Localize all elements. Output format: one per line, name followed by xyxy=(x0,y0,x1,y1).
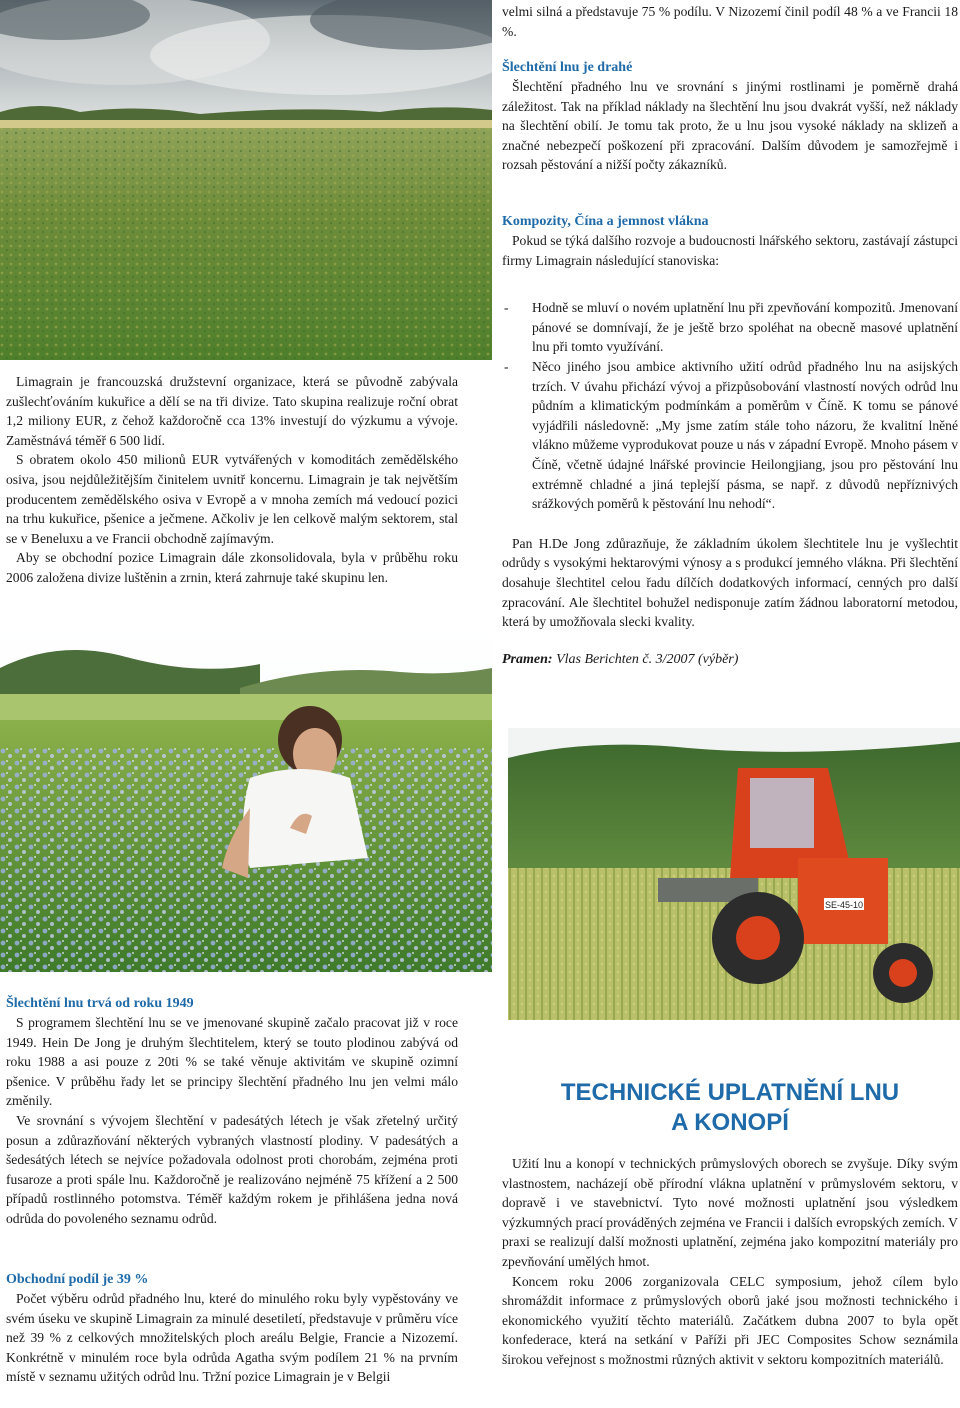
market-share-text: Počet výběru odrůd přadného lnu, které do minulého roku byly vypěstovány ve svém úseku ve skupině Limagrain za minulé desetiletí, představuje v průměru více než 39 % z celkových množitelských ploch areálu Belgie, Francie a Nizozemí. Konkrétně v minulém roce byla odrůda Agatha svým podílem 21 % na prvním místě v seznamu užitých odrůd lnu. Tržní pozice Limagrain je v Belgii xyxy=(6,1291,458,1385)
bullet-text: Něco jiného jsou ambice aktivního užití odrůd přadného lnu na asijských trzích. V úvahu přichází vývoj a přizpůsobování vlastností nových odrůd lnu půdním a klimatickým podmínkám a poměrům v Číně. K tomu se pánové vyjádřili následovně: „My jsme zatím stále toho názoru, že kvalitní lněné vlákno můžeme vyprodukovat pouze u nás v západní Evropě. Mnoho pásem v Číně, včetně údajné lnářské provincie Heilongjiang, jsou pro pěstování lnu extrémně chladné a jiná teplejší pásma, se např. z důvodů nepříznivých srážkových poměrů k pěstování lnu nehodí“. xyxy=(532,358,958,512)
continued-text: velmi silná a představuje 75 % podílu. V Nizozemí činil podíl 48 % a ve Francii 18 %. xyxy=(502,4,958,39)
market-share-heading: Obchodní podíl je 39 % xyxy=(6,1272,149,1287)
since-1949-heading: Šlechtění lnu trvá od roku 1949 xyxy=(6,996,194,1011)
since-1949-paragraph-1: S programem šlechtění lnu se ve jmenované skupině začalo pracovat již v roce 1949. Hein De Jong je druhým šlechtitelem, který se touto plodinou zabývá od roku 1988 a asi pouze z 20ti % se také věnuje aktivitám ve skupině ozimní pšenice. V průběhu řady let se principy šlechtění přadného lnu jen velmi málo změnily. xyxy=(6,1015,458,1109)
breeding-cost-section xyxy=(502,58,958,175)
tractor-photo xyxy=(508,728,960,1020)
right-top-text xyxy=(502,2,958,41)
limagrain-paragraph-2: S obratem okolo 450 milionů EUR vytvářených v komoditách zemědělského osiva, jsou nejdůležitějším činitelem uvnitř koncernu. Limagrain je tak největším producentem zemědělského osiva v Evropě a v mnoha zemích má vedoucí pozici na trhu kukuřice, pšenice a ječmene. Ačkoliv je len celkově malým sektorem, stal se v Beneluxu a ve Francii obchodně zajímavým. xyxy=(6,452,458,546)
source-line xyxy=(502,652,958,668)
woman-in-flax-photo xyxy=(0,628,492,972)
source-label: Pramen: xyxy=(502,651,553,667)
since-1949-section xyxy=(6,994,458,1229)
composites-section xyxy=(502,212,958,668)
breeding-cost-heading: Šlechtění lnu je drahé xyxy=(502,60,633,75)
limagrain-text-block xyxy=(6,372,458,588)
technical-use-section xyxy=(502,1078,958,1370)
breeding-cost-text: Šlechtění přadného lnu ve srovnání s jinými rostlinami je poměrně drahá záležitost. Tak na příklad náklady na šlechtění lnu jsou dvakrát vyšší, než náklady na šlechtění obilí. Je tomu tak proto, že u lnu jsou vysoké náklady na sklizeň a značné nebezpečí poškození při zpracování. Dalším důvodem je samozřejmě i rozsah pěstování a nižší počty zákazníků. xyxy=(502,79,958,173)
limagrain-paragraph-1: Limagrain je francouzská družstevní organizace, která se původně zabývala zušlechťováním kukuřice a dělí se na tři divize. Tato skupina realizuje roční obrat 1,2 miliony EUR, z čehož každoročně cca 13% investují do výzkumu a vývoje. Zaměstnává téměř 6 500 lidí. xyxy=(6,374,458,448)
technical-use-paragraph-2: Koncem roku 2006 zorganizovala CELC symposium, jehož cílem bylo shromáždit informace z průmyslových oborů jaké jsou možnosti technického i ekonomického využití těchto materiálů. Začátkem dubna 2007 to byla opět konfederace, která na setkání v Paříži při JEC Composites Schow seznámila širokou veřejnost s možnostmi různých aktivit v sektoru kompozitních materiálů. xyxy=(502,1273,958,1367)
bullet-dash: - xyxy=(504,358,509,374)
tractor-plate: SE-45-10 xyxy=(824,900,864,910)
composites-closing: Pan H.De Jong zdůrazňuje, že základním úkolem šlechtitele lnu je vyšlechtit odrůdy s vysokými hektarovými výnosy a s produkcí jemného vlákna. Při šlechtění dosahuje šlechtitel celou řadu dílčích dodatkových informací, cenných pro další zpracování. Ale šlechtitel bohužel nedisponuje zatím žádnou laboratorní metodou, která by umožňovala slecki kvality. xyxy=(502,535,958,630)
market-share-section xyxy=(6,1270,458,1387)
composites-heading: Kompozity, Čína a jemnost vlákna xyxy=(502,214,709,229)
bullet-text: Hodně se mluví o novém uplatnění lnu při zpevňování kompozitů. Jmenovaní pánové se domnívají, že je ještě brzo spoléhat na obecně masové uplatnění lnu při tomto využívání. xyxy=(532,300,958,355)
flax-field-photo xyxy=(0,0,492,360)
limagrain-paragraph-3: Aby se obchodní pozice Limagrain dále zkonsolidovala, byla v průběhu roku 2006 založena divize luštěnin a zrnin, která zahrnuje také skupinu len. xyxy=(6,550,458,585)
technical-use-paragraph-1: Užití lnu a konopí v technických průmyslových oborech se zvyšuje. Díky svým vlastnostem, nacházejí obě přírodní vlákna uplatnění v průmyslovém sektoru, v dopravě i ve stavebnictví. Tyto nové možnosti uplatnění jsou výsledkem výzkumných prací prováděných zejména ve Francii i dalších evropských zemích. V praxi se realizují další možnosti uplatnění, zejména jako kompozitní materiály pro zpevňování umělých hmot. xyxy=(502,1156,958,1269)
composites-bullet-1 xyxy=(502,298,958,357)
technical-use-title-line-2: A KONOPÍ xyxy=(671,1109,789,1136)
source-text: Vlas Berichten č. 3/2007 (výběr) xyxy=(556,651,739,667)
composites-bullet-2 xyxy=(502,357,958,514)
composites-intro: Pokud se týká dalšího rozvoje a budoucnosti lnářského sektoru, zastávají zástupci firmy Limagrain následující stanoviska: xyxy=(502,233,958,268)
bullet-dash: - xyxy=(504,300,509,316)
since-1949-paragraph-2: Ve srovnání s vývojem šlechtění v padesátých létech je však zřetelný určitý posun a zdůrazňování některých vybraných vlastností plodiny. V padesátých a šedesátých létech se nejvíce požadovala odolnost proti chorobám, zejména proti fusaroze a proti spále lnu. Každoročně je realizováno nejméně 75 křížení a 2 500 případů rostlinného potomstva. Téměř každým rokem je přihlášena jedna nová odrůda do povoleného seznamu odrůd. xyxy=(6,1112,458,1226)
technical-use-title-line-1: TECHNICKÉ UPLATNĚNÍ LNU xyxy=(560,1079,900,1106)
